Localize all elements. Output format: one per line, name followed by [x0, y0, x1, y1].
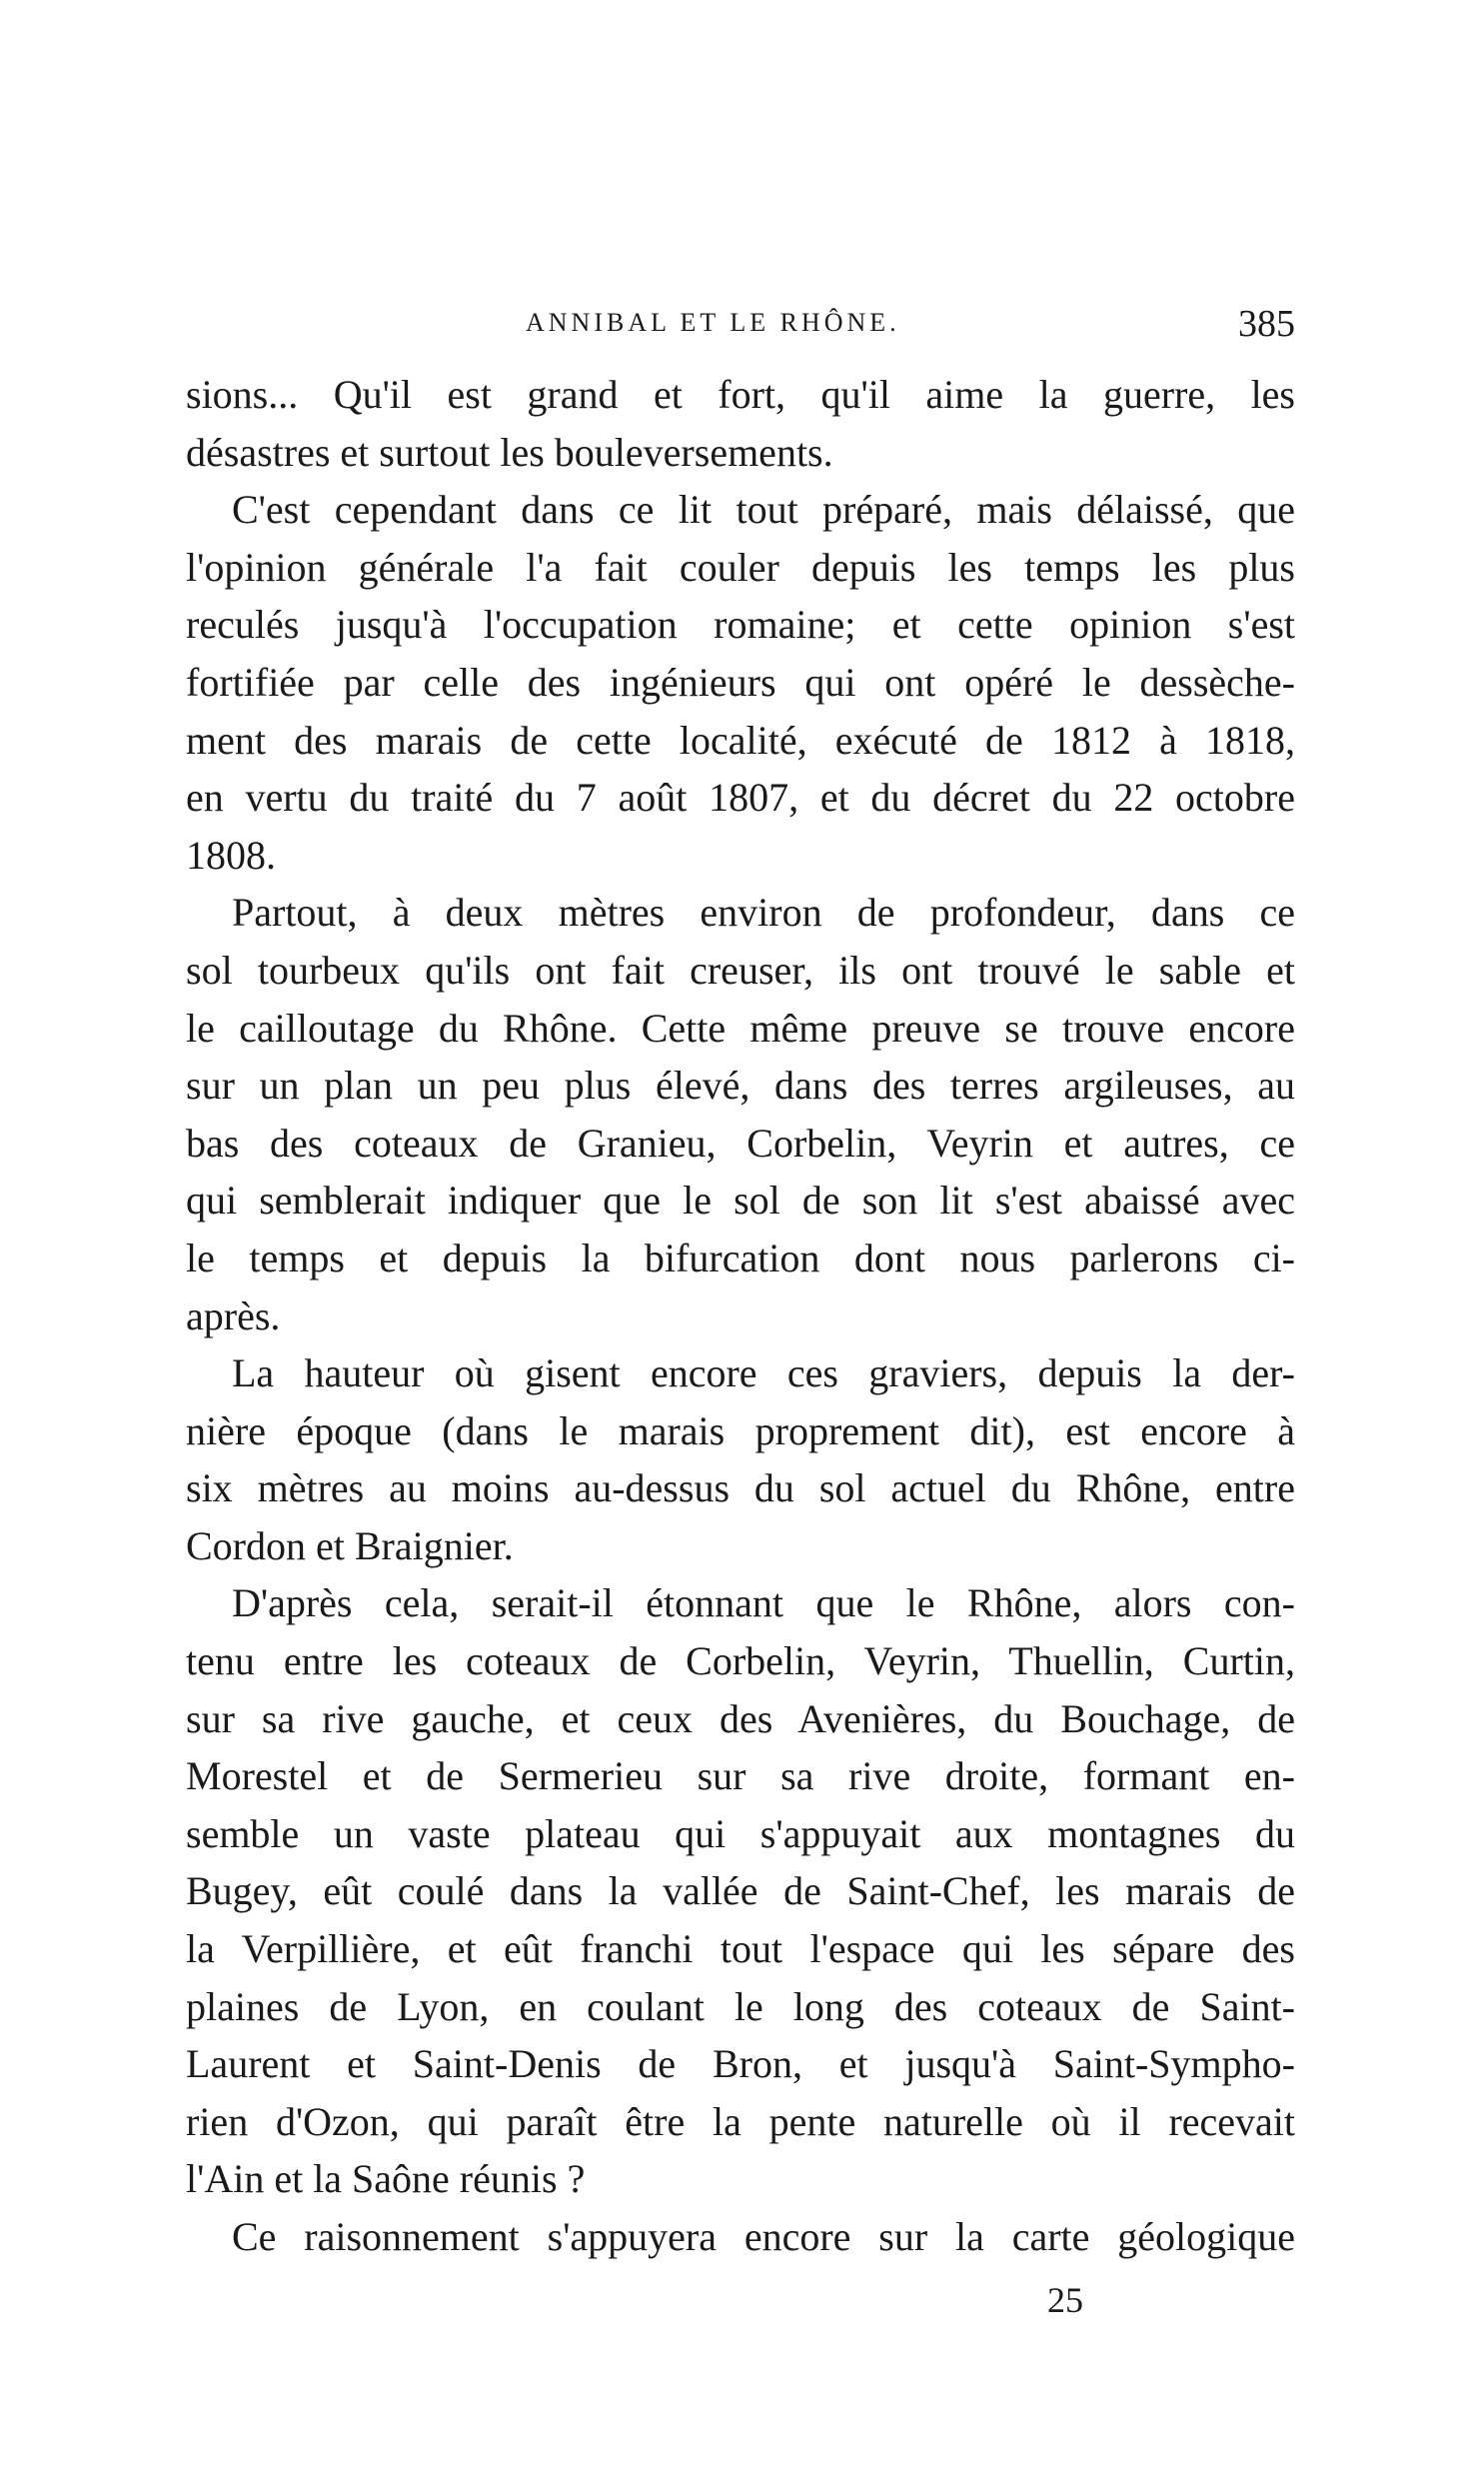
text-line: qui semblerait indiquer que le sol de son lit s'est abaissé avec: [186, 1178, 1295, 1224]
text-line: fortifiée par celle des ingénieurs qui ont opéré le dessèche-: [186, 659, 1295, 705]
text-line: nière époque (dans le marais proprement dit), est encore à: [186, 1407, 1295, 1453]
text-line: Ce raisonnement s'appuyera encore sur la carte géologique: [232, 2214, 1295, 2259]
text-line: le cailloutage du Rhône. Cette même preuve se trouve encore: [186, 1005, 1295, 1051]
text-line: reculés jusqu'à l'occupation romaine; et cette opinion s'est: [186, 602, 1295, 648]
text-line: ment des marais de cette localité, exécuté de 1812 à 1818,: [186, 717, 1295, 763]
text-line: en vertu du traité du 7 août 1807, et du décret du 22 octobre: [186, 775, 1295, 821]
text-line: l'opinion générale l'a fait couler depuis les temps les plus: [186, 544, 1295, 590]
text-line: sur sa rive gauche, et ceux des Avenières, du Bouchage, de: [186, 1695, 1295, 1741]
running-title: ANNIBAL ET LE RHÔNE.: [526, 308, 900, 337]
text-line: 1808.: [186, 832, 276, 878]
text-line: le temps et depuis la bifurcation dont nous parlerons ci-: [186, 1235, 1295, 1280]
text-line: désastres et surtout les bouleversements.: [186, 429, 833, 475]
page-header: [186, 302, 1295, 352]
text-line: six mètres au moins au-dessus du sol actuel du Rhône, entre: [186, 1465, 1295, 1511]
text-line: sions... Qu'il est grand et fort, qu'il aime la guerre, les: [186, 372, 1295, 417]
text-line: sur un plan un peu plus élevé, dans des terres argileuses, au: [186, 1063, 1295, 1109]
text-line: Laurent et Saint-Denis de Bron, et jusqu'à Saint-Sympho-: [186, 2041, 1295, 2087]
text-line: bas des coteaux de Granieu, Corbelin, Veyrin et autres, ce: [186, 1120, 1295, 1166]
page-number: 385: [1238, 303, 1295, 345]
text-line: après.: [186, 1292, 281, 1338]
text-line: Cordon et Braignier.: [186, 1522, 514, 1568]
text-line: tenu entre les coteaux de Corbelin, Veyrin, Thuellin, Curtin,: [186, 1638, 1295, 1684]
text-line: La hauteur où gisent encore ces graviers, depuis la der-: [232, 1350, 1295, 1396]
text-line: plaines de Lyon, en coulant le long des coteaux de Saint-: [186, 1983, 1295, 2029]
signature-mark: 25: [1047, 2280, 1083, 2320]
text-line: semble un vaste plateau qui s'appuyait aux montagnes du: [186, 1810, 1295, 1856]
body-text: [186, 366, 1295, 2266]
text-line: sol tourbeux qu'ils ont fait creuser, ils ont trouvé le sable et: [186, 947, 1295, 993]
text-line: Morestel et de Sermerieu sur sa rive droite, formant en-: [186, 1753, 1295, 1799]
text-line: Partout, à deux mètres environ de profondeur, dans ce: [232, 890, 1295, 936]
text-line: la Verpillière, et eût franchi tout l'espace qui les sépare des: [186, 1926, 1295, 1972]
text-line: Bugey, eût coulé dans la vallée de Saint-Chef, les marais de: [186, 1868, 1295, 1914]
text-line: D'après cela, serait-il étonnant que le Rhône, alors con-: [232, 1580, 1295, 1626]
text-line: rien d'Ozon, qui paraît être la pente naturelle où il recevait: [186, 2098, 1295, 2144]
text-line: C'est cependant dans ce lit tout préparé, mais délaissé, que: [232, 487, 1295, 533]
text-line: l'Ain et la Saône réunis ?: [186, 2156, 586, 2202]
